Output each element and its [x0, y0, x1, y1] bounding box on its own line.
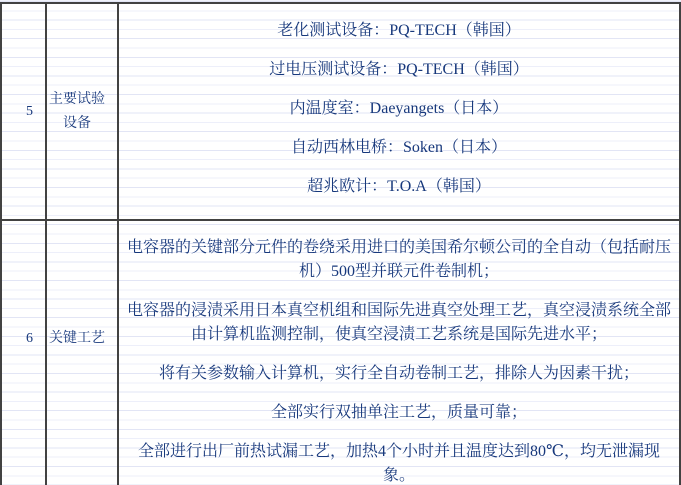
equipment-item-temperature-chamber: 内温度室：Daeyangets（日本）	[289, 100, 509, 117]
row-index-5: 5	[26, 103, 33, 119]
row-index-cell-5	[2, 4, 47, 221]
spec-table	[0, 2, 681, 485]
row-index-6: 6	[26, 331, 33, 346]
process-item-parameter-input: 将有关参数输入计算机，实行全自动卷制工艺，排除人为因素干扰；	[158, 365, 639, 382]
process-list-cell	[119, 221, 679, 485]
equipment-item-overvoltage-tester: 过电压测试设备：PQ-TECH（韩国）	[269, 61, 529, 78]
process-item-double-vacuum: 全部实行双抽单注工艺，质量可靠；	[270, 404, 527, 421]
row-label-cell-6	[47, 221, 119, 485]
process-item-winding: 电容器的关键部分元件的卷绕采用进口的美国希尔顿公司的全自动（包括耐压机）500型并联元件卷制机；	[126, 239, 671, 280]
equipment-list-cell	[119, 4, 679, 221]
equipment-item-schering-bridge: 自动西林电桥：Soken（日本）	[290, 139, 507, 156]
process-item-impregnation: 电容器的浸渍采用日本真空机组和国际先进真空处理工艺，真空浸渍系统全部由计算机监测控制，使真空浸渍工艺系统是国际先进水平；	[126, 302, 671, 343]
process-item-leak-test: 全部进行出厂前热试漏工艺，加热4个小时并且温度达到80℃，均无泄漏现象。	[138, 443, 660, 484]
equipment-item-megohmmeter: 超兆欧计：T.O.A（韩国）	[307, 178, 491, 195]
row-label-main-test-equipment: 主要试验设备	[49, 91, 105, 131]
equipment-item-aging-tester: 老化测试设备：PQ-TECH（韩国）	[277, 22, 521, 39]
row-label-cell-5	[47, 4, 119, 221]
row-index-cell-6	[2, 221, 47, 485]
row-label-key-process: 关键工艺	[49, 331, 105, 346]
